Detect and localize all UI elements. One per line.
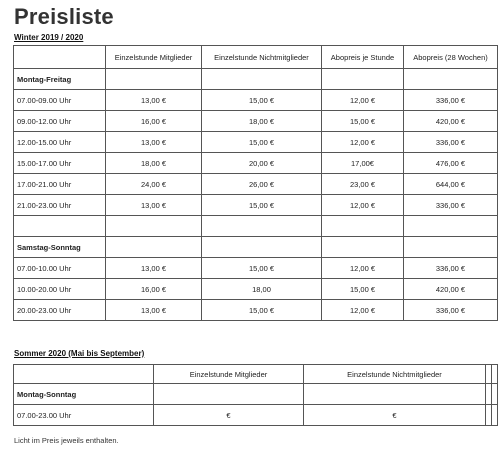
price-cell	[202, 237, 322, 258]
table-row	[14, 258, 498, 279]
price-cell	[322, 216, 404, 237]
time-slot-label: 21.00-23.00 Uhr	[14, 195, 106, 216]
table-row	[14, 300, 498, 321]
price-cell	[404, 237, 498, 258]
price-cell	[404, 216, 498, 237]
price-cell	[202, 69, 322, 90]
price-cell: 15,00 €	[322, 111, 404, 132]
time-slot-label: Montag-Freitag	[14, 69, 106, 90]
price-cell: 420,00 €	[404, 279, 498, 300]
price-cell: 15,00 €	[202, 300, 322, 321]
time-slot-label: 07.00-23.00 Uhr	[14, 405, 154, 426]
winter-subtitle: Winter 2019 / 2020	[14, 33, 84, 42]
table-header-row	[14, 46, 498, 69]
time-slot-label: 07.00-09.00 Uhr	[14, 90, 106, 111]
price-cell: 17,00€	[322, 153, 404, 174]
price-cell: 476,00 €	[404, 153, 498, 174]
price-cell: 336,00 €	[404, 195, 498, 216]
time-slot-label	[14, 216, 106, 237]
summer-subtitle: Sommer 2020 (Mai bis September)	[14, 349, 145, 358]
column-header: Einzelstunde Mitglieder	[106, 46, 202, 69]
table-header-row	[14, 365, 498, 384]
table-row	[14, 132, 498, 153]
price-cell: 26,00 €	[202, 174, 322, 195]
price-cell: 16,00 €	[106, 279, 202, 300]
price-cell	[106, 216, 202, 237]
price-cell: 15,00 €	[202, 258, 322, 279]
price-cell: 13,00 €	[106, 258, 202, 279]
table-row	[14, 405, 498, 426]
table-row	[14, 174, 498, 195]
price-cell: €	[154, 405, 304, 426]
table-row	[14, 237, 498, 258]
column-header: Abopreis je Stunde	[322, 46, 404, 69]
time-slot-label: Montag-Sonntag	[14, 384, 154, 405]
price-cell: 24,00 €	[106, 174, 202, 195]
table-row	[14, 90, 498, 111]
table-row	[14, 384, 498, 405]
price-cell: 20,00 €	[202, 153, 322, 174]
column-header: Einzelstunde Nichtmitglieder	[304, 365, 486, 384]
footnote: Licht im Preis jeweils enthalten.	[14, 436, 119, 445]
time-slot-label: 15.00-17.00 Uhr	[14, 153, 106, 174]
price-cell: 15,00 €	[202, 90, 322, 111]
price-cell: 336,00 €	[404, 90, 498, 111]
time-slot-label: 09.00-12.00 Uhr	[14, 111, 106, 132]
price-cell: 18,00 €	[106, 153, 202, 174]
price-cell: 15,00 €	[322, 279, 404, 300]
price-cell	[106, 69, 202, 90]
price-cell: 12,00 €	[322, 90, 404, 111]
table-row	[14, 195, 498, 216]
column-header	[14, 46, 106, 69]
price-cell: 18,00	[202, 279, 322, 300]
price-cell: 18,00 €	[202, 111, 322, 132]
price-cell: 336,00 €	[404, 300, 498, 321]
time-slot-label: 12.00-15.00 Uhr	[14, 132, 106, 153]
column-header: Einzelstunde Nichtmitglieder	[202, 46, 322, 69]
price-cell	[492, 384, 498, 405]
price-cell	[322, 69, 404, 90]
table-row	[14, 279, 498, 300]
column-header: Einzelstunde Mitglieder	[154, 365, 304, 384]
price-cell: 12,00 €	[322, 132, 404, 153]
price-cell: 15,00 €	[202, 132, 322, 153]
price-cell: 12,00 €	[322, 195, 404, 216]
table-row	[14, 69, 498, 90]
time-slot-label: Samstag-Sonntag	[14, 237, 106, 258]
column-header: Abopreis (28 Wochen)	[404, 46, 498, 69]
price-cell: 13,00 €	[106, 90, 202, 111]
price-cell	[492, 405, 498, 426]
winter-price-table	[13, 45, 498, 321]
price-cell: 336,00 €	[404, 132, 498, 153]
price-cell	[202, 216, 322, 237]
time-slot-label: 17.00-21.00 Uhr	[14, 174, 106, 195]
column-header	[14, 365, 154, 384]
time-slot-label: 10.00-20.00 Uhr	[14, 279, 106, 300]
price-cell: 23,00 €	[322, 174, 404, 195]
table-row	[14, 153, 498, 174]
price-cell	[106, 237, 202, 258]
price-cell: 336,00 €	[404, 258, 498, 279]
price-cell: 13,00 €	[106, 300, 202, 321]
price-cell: 12,00 €	[322, 300, 404, 321]
price-cell: 13,00 €	[106, 132, 202, 153]
price-cell: 420,00 €	[404, 111, 498, 132]
time-slot-label: 07.00-10.00 Uhr	[14, 258, 106, 279]
price-cell: 644,00 €	[404, 174, 498, 195]
price-cell	[404, 69, 498, 90]
price-cell: 13,00 €	[106, 195, 202, 216]
summer-price-table	[13, 364, 498, 426]
price-cell: 15,00 €	[202, 195, 322, 216]
time-slot-label: 20.00-23.00 Uhr	[14, 300, 106, 321]
price-cell: €	[304, 405, 486, 426]
price-cell	[304, 384, 486, 405]
price-cell: 12,00 €	[322, 258, 404, 279]
page-title: Preisliste	[14, 4, 114, 29]
price-cell	[154, 384, 304, 405]
price-cell	[322, 237, 404, 258]
price-cell: 16,00 €	[106, 111, 202, 132]
table-row	[14, 111, 498, 132]
table-row	[14, 216, 498, 237]
column-header	[492, 365, 498, 384]
